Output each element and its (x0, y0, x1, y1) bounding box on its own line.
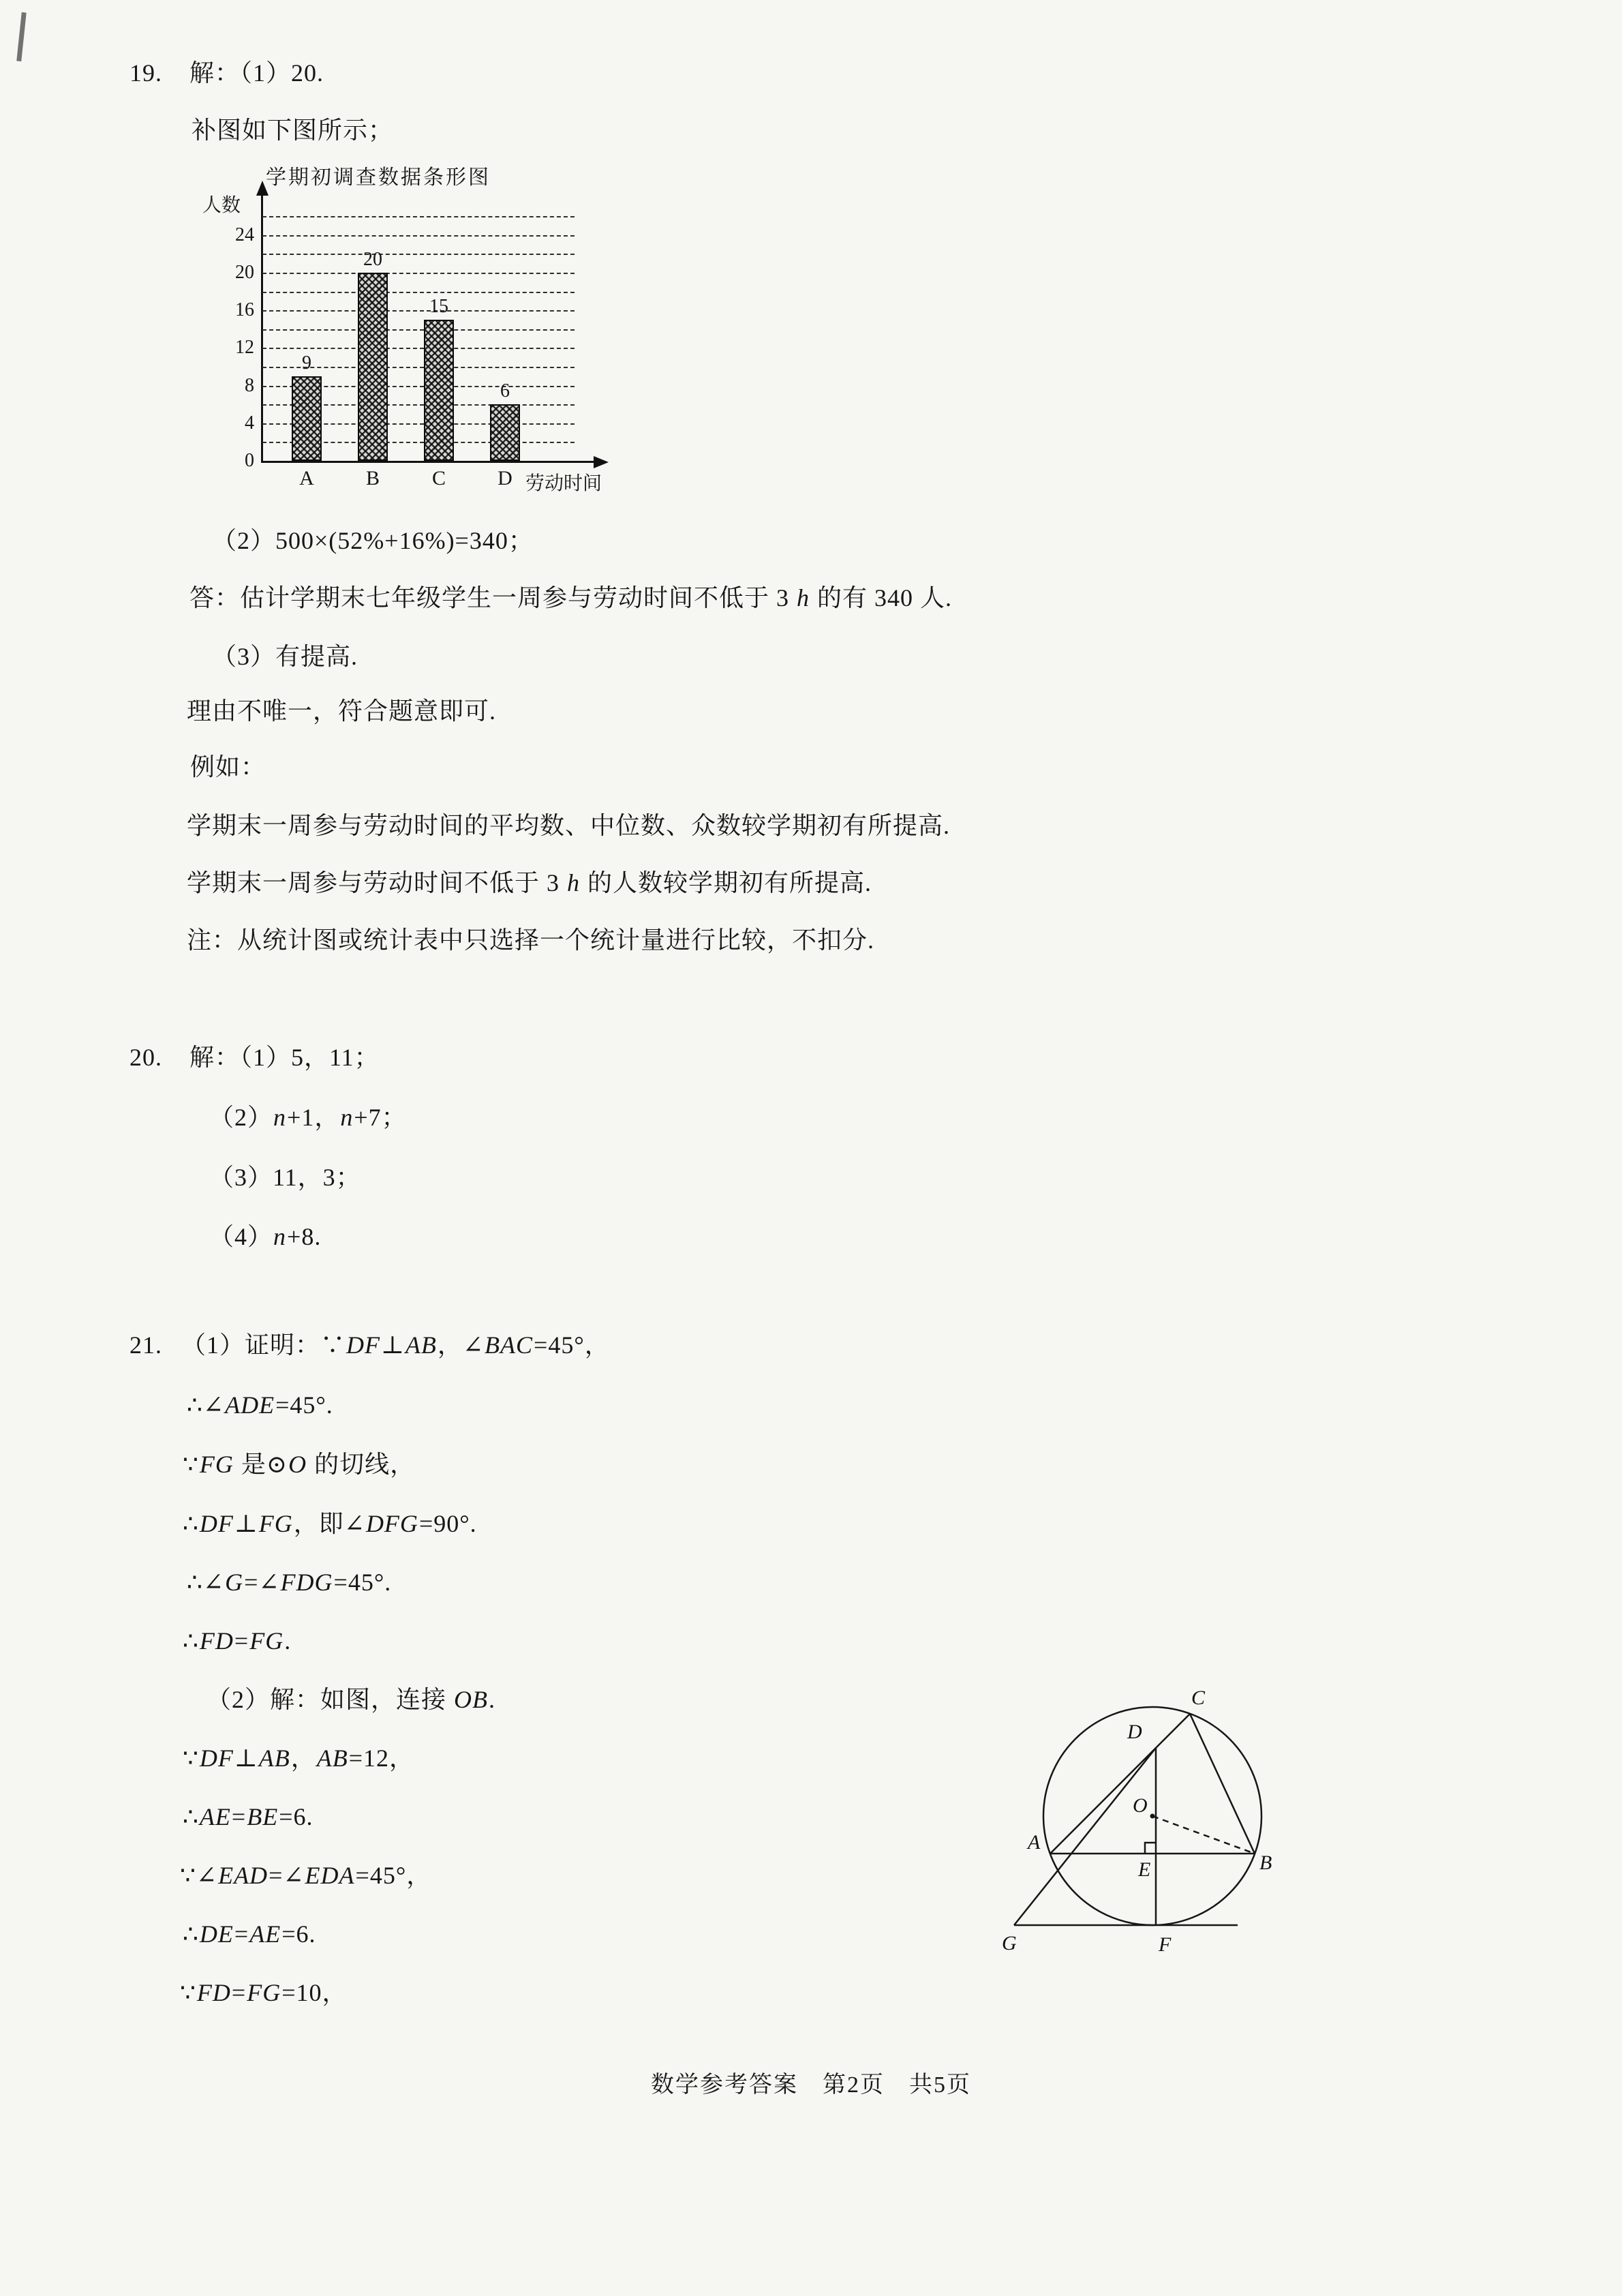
y-axis-tick-label: 12 (235, 337, 254, 359)
q20-line: （3）11，3； (209, 1164, 361, 1191)
chart-gridline (262, 235, 575, 237)
chart-gridline (262, 273, 575, 274)
q19-example1: 学期末一周参与劳动时间的平均数、中位数、众数较学期初有所提高. (187, 812, 951, 839)
bar-value-label: 15 (429, 296, 448, 317)
q21-line: ∴AE=BE=6. (183, 1803, 313, 1830)
q21-line: ∵FG 是⊙O 的切线， (183, 1451, 416, 1478)
q20-number: 20. (129, 1044, 162, 1071)
point-label-D: D (1127, 1721, 1142, 1743)
q19-example2: 学期末一周参与劳动时间不低于 3 h 的人数较学期初有所提高. (187, 869, 872, 896)
point-label-A: A (1028, 1831, 1041, 1854)
y-axis-label: 人数 (202, 195, 241, 216)
bar-value-label: 9 (302, 352, 311, 374)
bar-value-label: 20 (363, 249, 382, 270)
line-CB (1190, 1714, 1255, 1854)
q21-number: 21. (129, 1331, 162, 1359)
line-AC (1050, 1714, 1190, 1854)
geometry-figure (972, 1669, 1292, 1969)
q19-part3: （3）有提高. (212, 643, 358, 670)
q21-line: ∴DE=AE=6. (183, 1920, 316, 1948)
chart-gridline (262, 254, 575, 255)
q19-head: 解：（1）20. (189, 59, 324, 87)
chart-gridline (262, 216, 575, 217)
point-label-E: E (1138, 1858, 1151, 1881)
q21-line: ∴∠G=∠FDG=45°. (187, 1569, 392, 1596)
q21-line: ∵FD=FG=10， (180, 1979, 348, 2006)
y-axis-tick-label: 24 (235, 224, 254, 245)
bar-chart (201, 160, 664, 515)
bar (292, 376, 322, 461)
point-label-G: G (1002, 1932, 1017, 1954)
x-axis-arrow-icon (594, 456, 609, 468)
q19-number: 19. (129, 59, 162, 87)
point-label-O: O (1133, 1794, 1148, 1817)
q20-line: （2）n+1，n+7； (209, 1104, 407, 1131)
bar-value-label: 6 (500, 380, 510, 402)
y-axis-tick-label: 16 (235, 299, 254, 321)
q20-head: 解：（1）5，11； (189, 1044, 380, 1071)
y-axis-arrow-icon (256, 181, 269, 196)
y-axis-tick-label: 0 (245, 450, 254, 471)
bar (358, 273, 388, 461)
chart-gridline (262, 292, 575, 293)
point-label-F: F (1159, 1933, 1172, 1956)
bar (490, 404, 520, 461)
right-angle-mark (1145, 1843, 1156, 1854)
y-axis-tick-label: 4 (245, 412, 254, 434)
bar-category-label: C (431, 467, 446, 489)
q19-example-label: 例如： (190, 753, 266, 781)
center-point-O (1150, 1814, 1155, 1819)
q19-note: 补图如下图所示； (192, 117, 394, 144)
q21-line: ∴DF⊥FG，即∠DFG=90°. (183, 1510, 477, 1537)
q21-line: ∴∠ADE=45°. (187, 1391, 333, 1419)
q19-part2: （2）500×(52%+16%)=340； (212, 527, 534, 554)
chart-gridline (262, 348, 575, 349)
q21-line: ∵DF⊥AB，AB=12， (183, 1744, 415, 1772)
scan-artifact (16, 12, 26, 61)
page-footer: 数学参考答案 第2页 共5页 (651, 2072, 971, 2098)
x-axis-label: 劳动时间 (525, 473, 602, 494)
q21-line: ∴FD=FG. (183, 1627, 292, 1655)
q21-line: ∵∠EAD=∠EDA=45°， (180, 1862, 432, 1889)
bar-category-label: A (299, 467, 314, 489)
x-axis (261, 461, 596, 463)
y-axis-tick-label: 20 (235, 262, 254, 283)
q21-head: （1）证明：∵DF⊥AB，∠BAC=45°， (181, 1331, 610, 1359)
chart-title: 学期初调查数据条形图 (266, 166, 491, 189)
point-label-B: B (1259, 1852, 1272, 1874)
bar (424, 320, 454, 461)
q19-reason: 理由不唯一，符合题意即可. (187, 697, 497, 725)
q19-note2: 注：从统计图或统计表中只选择一个统计量进行比较，不扣分. (187, 926, 875, 954)
q20-line: （4）n+8. (209, 1223, 322, 1250)
y-axis-tick-label: 8 (245, 374, 254, 396)
point-label-C: C (1191, 1687, 1206, 1709)
y-axis (261, 194, 263, 462)
q21-line: （2）解：如图，连接 OB. (206, 1686, 496, 1713)
q19-answer: 答：估计学期末七年级学生一周参与劳动时间不低于 3 h 的有 340 人. (189, 584, 953, 611)
bar-category-label: B (365, 467, 380, 489)
chart-gridline (262, 329, 575, 331)
bar-category-label: D (498, 467, 512, 489)
